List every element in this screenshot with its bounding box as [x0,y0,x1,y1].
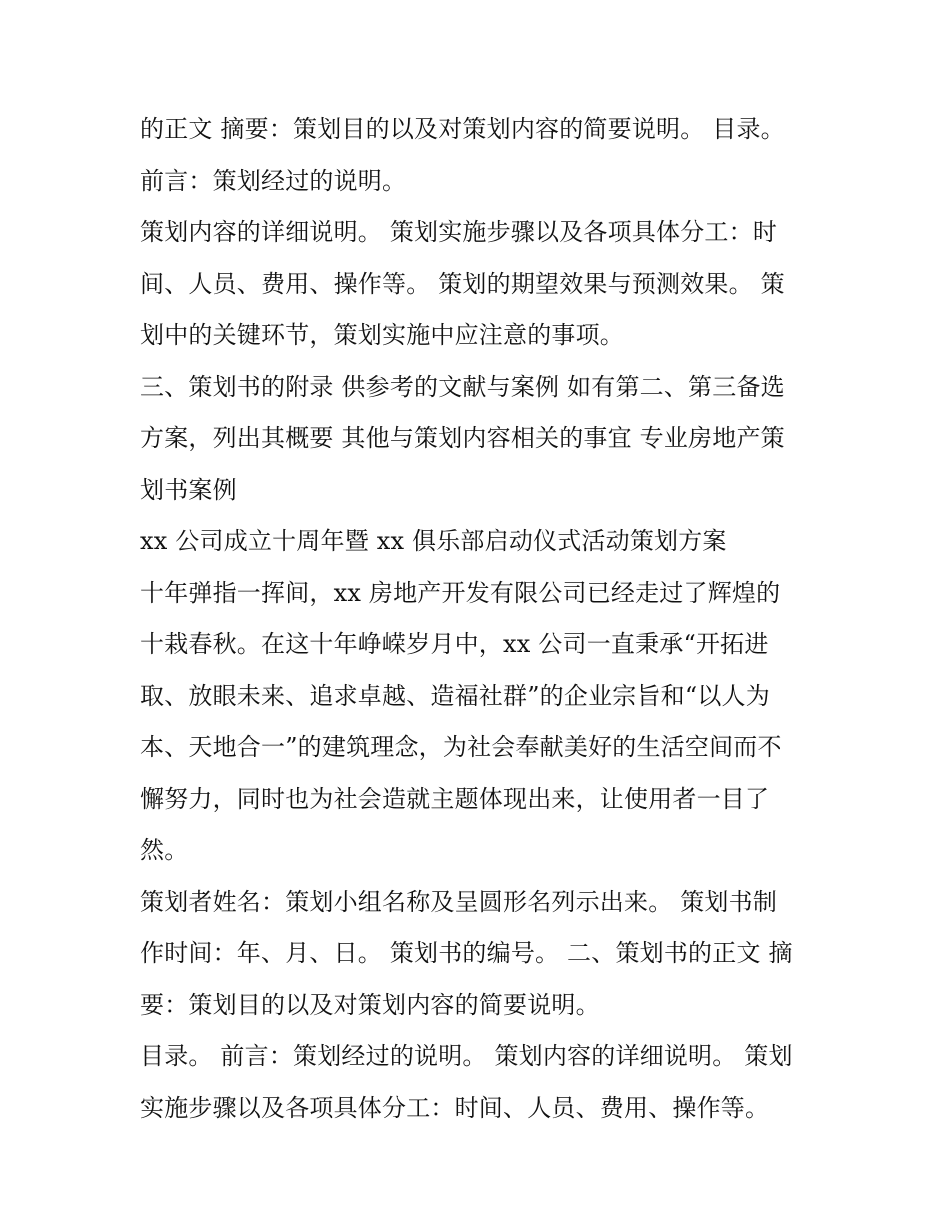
text-line: 十年弹指一挥间，xx 房地产开发有限公司已经走过了辉煌的 [140,578,781,607]
paragraph-summary-toc [140,104,812,156]
text-line: 要：策划目的以及对策划内容的简要说明。 [140,990,600,1019]
paragraph-preface [140,156,812,208]
paragraph-appendix [140,362,812,517]
text-line: xx 公司成立十周年暨 xx 俱乐部启动仪式活动策划方案 [140,527,727,555]
text-line: 的正文 摘要：策划目的以及对策划内容的简要说明。 目录。 [140,115,785,143]
text-line: 前言：策划经过的说明。 [140,166,407,195]
text-line: 间、人员、费用、操作等。 策划的期望效果与预测效果。 策 [140,269,785,298]
text-line: 懈努力，同时也为社会造就主题体现出来，让使用者一目了 [140,784,770,813]
text-line: 本、天地合一”的建筑理念，为社会奉献美好的生活空间而不 [140,733,782,761]
text-line: 取、放眼未来、追求卓越、造福社群”的企业宗旨和“以人为 [140,681,770,710]
text-line: 划书案例 [140,475,237,504]
text-line: 划中的关键环节，策划实施中应注意的事项。 [140,321,624,349]
paragraph-planner-info [140,877,812,1032]
paragraph-case-title [140,516,812,568]
text-line: 然。 [140,836,189,864]
text-line: 策划者姓名：策划小组名称及呈圆形名列示出来。 策划书制 [140,887,778,916]
text-line: 方案，列出其概要 其他与策划内容相关的事宜 专业房地产策 [140,424,785,452]
text-line: 十栽春秋。在这十年峥嵘岁月中，xx 公司一直秉承“开拓进 [140,630,769,658]
document-body [140,104,812,1134]
text-line: 实施步骤以及各项具体分工：时间、人员、费用、操作等。 [140,1093,770,1122]
paragraph-plan-details [140,207,812,362]
text-line: 策划内容的详细说明。 策划实施步骤以及各项具体分工：时 [140,218,778,246]
text-line: 作时间：年、月、日。 策划书的编号。 二、策划书的正文 摘 [140,939,793,967]
text-line: 三、策划书的附录 供参考的文献与案例 如有第二、第三备选 [140,372,785,401]
paragraph-company-intro [140,568,812,877]
text-line: 目录。 前言：策划经过的说明。 策划内容的详细说明。 策划 [140,1042,793,1070]
paragraph-toc-steps [140,1031,812,1134]
